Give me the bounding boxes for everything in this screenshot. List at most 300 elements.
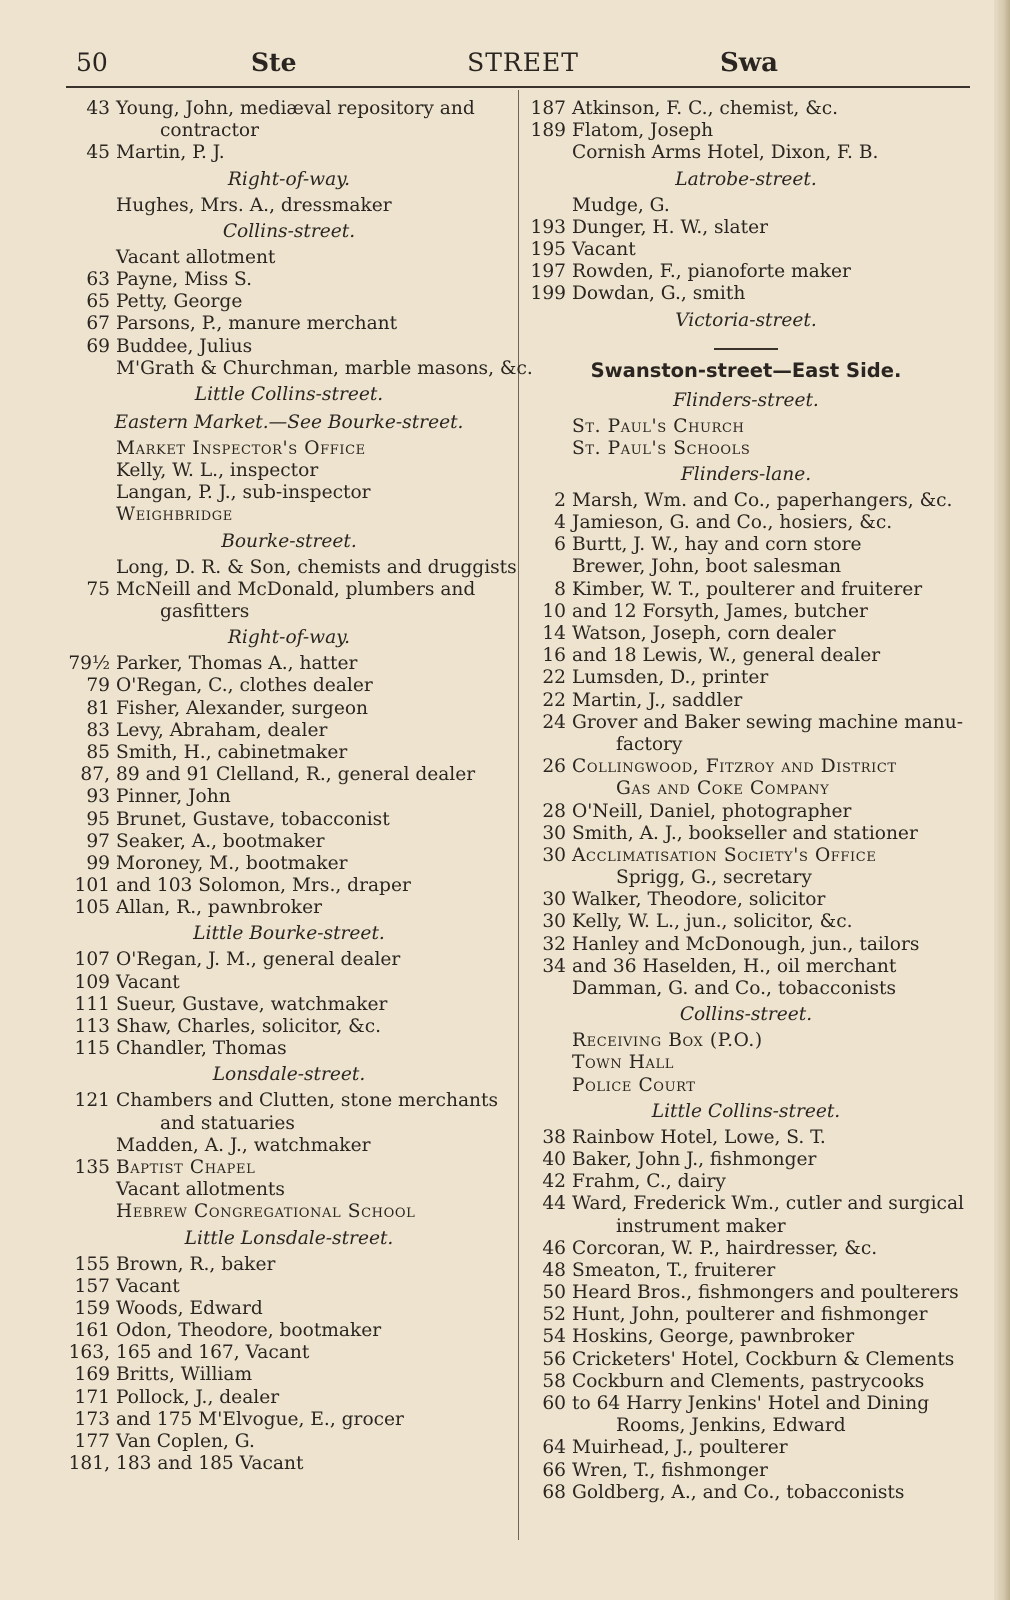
directory-entry: [522, 645, 970, 667]
directory-entry: [522, 534, 970, 556]
directory-entry: [522, 512, 970, 534]
house-number: 83: [86, 719, 110, 741]
house-number: 173: [74, 1408, 110, 1430]
section-rule: [714, 348, 778, 350]
house-number: 169: [74, 1364, 110, 1386]
left-column: [66, 98, 533, 1475]
entry-text: and 36 Haselden, H., oil merchant: [572, 955, 897, 977]
house-number: 8: [554, 578, 566, 600]
house-number: 24: [542, 711, 566, 733]
entry-text: Hunt, John, poulterer and fishmonger: [572, 1304, 928, 1326]
entry-text: Pollock, J., dealer: [116, 1386, 280, 1408]
directory-entry: [66, 313, 512, 335]
entry-text: M'Grath & Churchman, marble masons, &c.: [116, 357, 533, 379]
page-number: 50: [76, 48, 108, 77]
house-number: 135: [74, 1156, 110, 1178]
entry-text: Vacant: [116, 1275, 180, 1297]
house-number: 69: [86, 335, 110, 357]
directory-entry: [66, 291, 512, 313]
entry-text: to 64 Harry Jenkins' Hotel and Dining: [572, 1393, 930, 1414]
entry-text: Moroney, M., bootmaker: [116, 852, 348, 874]
entry-text: Vacant allotment: [116, 246, 276, 268]
directory-entry-continuation: [66, 1113, 512, 1135]
entry-text: and 175 M'Elvogue, E., grocer: [116, 1408, 404, 1430]
house-number: 161: [74, 1320, 110, 1342]
directory-entry: [66, 897, 512, 919]
house-number: 195: [530, 238, 566, 260]
entry-text: and 103 Solomon, Mrs., draper: [116, 875, 411, 897]
directory-entry: [522, 1260, 970, 1282]
house-number: 197: [530, 261, 566, 283]
street-heading: Flinders-street.: [673, 389, 819, 411]
entry-text: Frahm, C., dairy: [572, 1171, 726, 1193]
house-number: 30: [542, 911, 566, 933]
entry-text: O'Neill, Daniel, photographer: [572, 800, 852, 822]
street-heading: Latrobe-street.: [675, 168, 817, 190]
entry-text: Muirhead, J., poulterer: [572, 1437, 788, 1459]
section-heading: Swanston-street—East Side.: [590, 358, 902, 382]
house-number: 52: [542, 1304, 566, 1326]
house-number: 48: [542, 1259, 566, 1281]
header-left-guide-word: Ste: [251, 48, 297, 77]
street-heading: Right-of-way.: [227, 627, 351, 649]
directory-entry: [66, 764, 512, 786]
directory-entry: [522, 1030, 970, 1052]
directory-entry: [522, 438, 970, 460]
house-number: 50: [542, 1282, 566, 1304]
entry-text: Jamieson, G. and Co., hosiers, &c.: [572, 512, 893, 534]
directory-entry: [522, 712, 970, 734]
entry-text: Town Hall: [572, 1052, 674, 1074]
directory-entry: [522, 1482, 970, 1504]
directory-entry: [522, 1075, 970, 1097]
directory-entry-continuation: [522, 1216, 970, 1238]
house-number: 32: [542, 933, 566, 955]
directory-entry: [522, 978, 970, 1000]
directory-entry-continuation: [522, 1415, 970, 1437]
street-heading: Little Collins-street.: [651, 1100, 841, 1122]
entry-text: Vacant: [572, 238, 636, 260]
entry-text: Collingwood, Fitzroy and District: [572, 756, 897, 778]
entry-text: Wren, T., fishmonger: [572, 1459, 768, 1481]
house-number: 40: [542, 1148, 566, 1170]
house-number: 163,: [68, 1342, 110, 1364]
entry-text: Rowden, F., pianoforte maker: [572, 261, 851, 283]
directory-entry: [66, 1320, 512, 1342]
house-number: 95: [86, 808, 110, 830]
house-number: 111: [74, 993, 110, 1015]
entry-text: Goldberg, A., and Co., tobacconists: [572, 1481, 905, 1503]
entry-text: Buddee, Julius: [116, 335, 253, 357]
entry-text: O'Regan, C., clothes dealer: [116, 675, 373, 697]
directory-entry: [66, 357, 533, 380]
entry-text: Police Court: [572, 1074, 696, 1096]
entry-text: Shaw, Charles, solicitor, &c.: [116, 1016, 382, 1037]
house-number: 121: [74, 1090, 110, 1112]
house-number: 10: [542, 600, 566, 622]
house-number: 44: [542, 1193, 566, 1215]
house-number: 2: [554, 489, 566, 511]
house-number: 113: [74, 1016, 110, 1037]
directory-entry: [522, 1149, 970, 1171]
directory-entry: [522, 217, 970, 239]
entry-text: Walker, Theodore, solicitor: [572, 889, 826, 911]
house-number: 30: [542, 889, 566, 911]
directory-entry: [66, 1276, 512, 1298]
entry-text: Ward, Frederick Wm., cutler and surgical: [572, 1193, 964, 1215]
house-number: 193: [530, 216, 566, 238]
house-number: 30: [542, 844, 566, 866]
house-number: 54: [542, 1326, 566, 1348]
directory-entry: [66, 142, 512, 164]
entry-text: Parker, Thomas A., hatter: [116, 653, 358, 675]
entry-text: Woods, Edward: [116, 1297, 263, 1319]
house-number: 101: [74, 875, 110, 897]
entry-text: Burtt, J. W., hay and corn store: [572, 534, 862, 556]
entry-continuation-text: Sprigg, G., secretary: [616, 867, 812, 889]
directory-entry: [522, 956, 970, 978]
directory-entry: [66, 809, 512, 831]
house-number: 68: [542, 1481, 566, 1503]
entry-text: Cornish Arms Hotel, Dixon, F. B.: [572, 142, 879, 164]
directory-entry-continuation: [66, 120, 512, 142]
directory-entry: [66, 831, 512, 853]
directory-entry: [522, 667, 970, 689]
entry-continuation-text: and statuaries: [160, 1112, 295, 1134]
house-number: 60: [542, 1393, 566, 1414]
entry-continuation-text: contractor: [160, 120, 259, 142]
entry-text: Corcoran, W. P., hairdresser, &c.: [572, 1237, 878, 1259]
directory-entry: [66, 1254, 512, 1276]
entry-text: Receiving Box (P.O.): [572, 1030, 763, 1052]
street-heading: Bourke-street.: [221, 530, 357, 552]
directory-entry: [66, 1090, 512, 1112]
entry-text: Pinner, John: [116, 786, 231, 808]
entry-text: Hanley and McDonough, jun., tailors: [572, 933, 920, 955]
directory-entry: [522, 623, 970, 645]
directory-entry: [522, 889, 970, 911]
directory-entry-continuation: [522, 734, 970, 756]
directory-entry: [522, 490, 970, 512]
house-number: 63: [86, 268, 110, 290]
house-number: 97: [86, 830, 110, 852]
directory-entry: [66, 98, 512, 120]
entry-text: St. Paul's Schools: [572, 437, 751, 459]
directory-entry: [522, 1349, 970, 1371]
house-number: 85: [86, 741, 110, 763]
directory-entry: [522, 1304, 970, 1326]
directory-entry: [522, 556, 970, 578]
house-number: 105: [74, 897, 110, 919]
directory-entry: [522, 845, 970, 867]
directory-entry: [66, 1431, 512, 1453]
entry-text: Brunet, Gustave, tobacconist: [116, 808, 390, 830]
entry-text: Smith, H., cabinetmaker: [116, 741, 348, 763]
entry-text: 89 and 91 Clelland, R., general dealer: [116, 764, 476, 786]
entry-text: Odon, Theodore, bootmaker: [116, 1320, 382, 1342]
house-number: 34: [542, 955, 566, 977]
entry-text: Vacant allotments: [116, 1179, 285, 1201]
house-number: 14: [542, 623, 566, 644]
directory-entry: [522, 1460, 970, 1482]
header-right-guide-word: Swa: [719, 48, 778, 78]
entry-text: and 12 Forsyth, James, butcher: [572, 600, 868, 622]
directory-entry: [66, 504, 512, 526]
entry-text: and 18 Lewis, W., general dealer: [572, 645, 881, 667]
directory-entry: [66, 972, 512, 994]
entry-text: Atkinson, F. C., chemist, &c.: [572, 98, 839, 119]
house-number: 66: [542, 1459, 566, 1481]
directory-entry: [522, 601, 970, 623]
street-heading: Little Collins-street.: [194, 383, 384, 405]
directory-entry: [522, 579, 970, 601]
house-number: 65: [86, 291, 110, 313]
directory-entry: [66, 579, 512, 601]
house-number: 45: [86, 142, 110, 164]
house-number: 26: [542, 756, 566, 778]
directory-entry-continuation: [66, 601, 512, 623]
house-number: 109: [74, 971, 110, 993]
directory-entry: [522, 1393, 970, 1415]
entry-text: Acclimatisation Society's Office: [572, 844, 877, 866]
directory-entry: [66, 949, 512, 971]
directory-entry: [66, 786, 512, 808]
directory-entry: [66, 1038, 512, 1060]
house-number: 56: [542, 1348, 566, 1370]
directory-entry: [66, 1453, 512, 1475]
directory-entry: [522, 1326, 970, 1348]
street-heading: Little Bourke-street.: [193, 923, 385, 945]
directory-entry: [66, 1298, 512, 1320]
entry-text: Market Inspector's Office: [116, 437, 366, 459]
entry-text: Seaker, A., bootmaker: [116, 830, 325, 852]
entry-text: Hebrew Congregational School: [116, 1201, 416, 1223]
house-number: 159: [74, 1297, 110, 1319]
house-number: 155: [74, 1253, 110, 1275]
house-number: 42: [542, 1171, 566, 1193]
entry-text: Damman, G. and Co., tobacconists: [572, 978, 897, 999]
entry-text: Grover and Baker sewing machine manu-: [572, 711, 964, 733]
entry-text: Britts, William: [116, 1364, 253, 1386]
directory-entry: [66, 556, 517, 579]
entry-text: Parsons, P., manure merchant: [116, 313, 398, 335]
entry-text: Cricketers' Hotel, Cockburn & Clements: [572, 1348, 955, 1370]
street-heading: Right-of-way.: [227, 168, 351, 190]
street-heading: Lonsdale-street.: [212, 1064, 366, 1086]
directory-entry: [522, 120, 970, 142]
directory-entry: [66, 853, 512, 875]
entry-text: Lumsden, D., printer: [572, 667, 769, 689]
house-number: 181,: [68, 1453, 110, 1475]
entry-text: Mudge, G.: [572, 194, 670, 216]
house-number: 81: [86, 697, 110, 719]
house-number: 67: [86, 313, 110, 335]
house-number: 64: [542, 1437, 566, 1459]
entry-text: Van Coplen, G.: [116, 1431, 255, 1452]
entry-text: Fisher, Alexander, surgeon: [116, 697, 369, 719]
directory-entry: [522, 911, 970, 933]
street-heading: Collins-street.: [222, 220, 356, 242]
entry-continuation-text: Gas and Coke Company: [616, 778, 830, 800]
directory-entry: [66, 482, 512, 504]
directory-entry: [66, 1201, 512, 1223]
house-number: 22: [542, 667, 566, 689]
entry-text: McNeill and McDonald, plumbers and: [116, 578, 476, 600]
house-number: 93: [86, 786, 110, 808]
house-number: 22: [542, 689, 566, 711]
entry-text: Baptist Chapel: [116, 1156, 256, 1178]
entry-text: Payne, Miss S.: [116, 268, 253, 290]
street-heading: Eastern Market.—See Bourke-street.: [114, 411, 464, 433]
entry-continuation-text: gasfitters: [160, 601, 250, 622]
entry-text: Martin, J., saddler: [572, 689, 743, 711]
directory-entry: [522, 801, 970, 823]
entry-text: Baker, John J., fishmonger: [572, 1148, 817, 1170]
directory-entry-continuation: [522, 867, 970, 889]
directory-entry: [522, 1052, 970, 1074]
entry-text: Langan, P. J., sub-inspector: [116, 482, 371, 504]
house-number: 79½: [68, 653, 110, 675]
entry-text: O'Regan, J. M., general dealer: [116, 949, 401, 971]
column-divider: [518, 90, 519, 1540]
entry-text: Kelly, W. L., inspector: [116, 460, 319, 482]
directory-entry: [522, 690, 970, 712]
book-spine-edge: [994, 0, 1010, 1600]
entry-text: Young, John, mediæval repository and: [116, 98, 475, 119]
directory-entry: [522, 1371, 970, 1393]
entry-text: Madden, A. J., watchmaker: [116, 1134, 371, 1156]
entry-text: Martin, P. J.: [116, 142, 225, 164]
house-number: 43: [86, 98, 110, 119]
directory-entry: [522, 1282, 970, 1304]
entry-text: 165 and 167, Vacant: [116, 1342, 310, 1364]
entry-text: Long, D. R. & Son, chemists and druggists: [116, 556, 517, 578]
directory-entry: [522, 142, 970, 164]
directory-entry: [522, 823, 970, 845]
directory-entry: [522, 1171, 970, 1193]
street-heading: Flinders-lane.: [680, 463, 812, 485]
directory-entry: [522, 1193, 970, 1215]
entry-text: Watson, Joseph, corn dealer: [572, 623, 836, 644]
directory-entry: [66, 742, 512, 764]
directory-entry: [66, 1409, 512, 1431]
directory-entry: [66, 875, 512, 897]
directory-entry: [66, 1135, 512, 1157]
house-number: 187: [530, 98, 566, 119]
entry-text: Flatom, Joseph: [572, 120, 714, 142]
house-number: 115: [74, 1038, 110, 1060]
directory-entry: [66, 438, 512, 460]
entry-text: Cockburn and Clements, pastrycooks: [572, 1370, 925, 1392]
directory-entry: [66, 1016, 512, 1038]
entry-text: Dunger, H. W., slater: [572, 216, 768, 238]
entry-text: Levy, Abraham, dealer: [116, 719, 328, 741]
entry-text: Hughes, Mrs. A., dressmaker: [116, 194, 392, 216]
house-number: 189: [530, 120, 566, 142]
entry-continuation-text: factory: [616, 733, 683, 755]
directory-entry: [522, 283, 970, 305]
directory-entry: [66, 336, 512, 358]
header-rule: [66, 86, 970, 88]
directory-entry: [522, 1127, 970, 1149]
header-section-title: STREET: [467, 48, 579, 77]
directory-entry: [522, 934, 970, 956]
entry-text: Allan, R., pawnbroker: [116, 897, 322, 919]
entry-text: Kimber, W. T., poulterer and fruiterer: [572, 578, 923, 600]
right-column: [522, 98, 970, 1504]
entry-text: Vacant: [116, 971, 180, 993]
directory-entry: [66, 698, 512, 720]
house-number: 75: [86, 578, 110, 600]
entry-text: Sueur, Gustave, watchmaker: [116, 993, 388, 1015]
directory-entry: [66, 247, 512, 269]
house-number: 4: [554, 512, 566, 534]
directory-entry: [66, 1179, 512, 1201]
directory-entry: [66, 653, 512, 675]
street-heading: Collins-street.: [679, 1004, 813, 1026]
entry-text: Heard Bros., fishmongers and poulterers: [572, 1282, 959, 1304]
entry-text: Kelly, W. L., jun., solicitor, &c.: [572, 911, 853, 933]
house-number: 38: [542, 1126, 566, 1148]
entry-text: St. Paul's Church: [572, 415, 745, 437]
entry-text: Rainbow Hotel, Lowe, S. T.: [572, 1126, 826, 1148]
entry-text: 183 and 185 Vacant: [116, 1453, 304, 1475]
directory-entry: [66, 1364, 512, 1386]
directory-entry: [522, 98, 970, 120]
entry-text: Smith, A. J., bookseller and stationer: [572, 822, 918, 844]
running-header: [76, 48, 970, 86]
entry-text: Weighbridge: [116, 504, 233, 526]
directory-entry: [522, 756, 970, 778]
house-number: 79: [86, 675, 110, 697]
house-number: 177: [74, 1431, 110, 1452]
entry-text: Brewer, John, boot salesman: [572, 556, 842, 578]
house-number: 99: [86, 852, 110, 874]
house-number: 157: [74, 1275, 110, 1297]
directory-entry: [522, 1238, 970, 1260]
directory-entry: [522, 261, 970, 283]
directory-entry: [66, 994, 512, 1016]
entry-text: Chambers and Clutten, stone merchants: [116, 1090, 499, 1112]
entry-text: Hoskins, George, pawnbroker: [572, 1326, 855, 1348]
street-heading: Victoria-street.: [675, 309, 817, 331]
entry-text: Petty, George: [116, 291, 243, 313]
directory-entry: [66, 1157, 512, 1179]
house-number: 28: [542, 800, 566, 822]
entry-continuation-text: instrument maker: [616, 1215, 786, 1237]
directory-entry: [66, 195, 512, 217]
entry-text: Chandler, Thomas: [116, 1038, 287, 1060]
house-number: 6: [554, 534, 566, 556]
directory-entry: [66, 1387, 512, 1409]
directory-entry: [522, 195, 970, 217]
entry-continuation-text: Rooms, Jenkins, Edward: [616, 1415, 846, 1437]
directory-entry: [66, 460, 512, 482]
entry-text: Brown, R., baker: [116, 1253, 276, 1275]
directory-entry: [522, 416, 970, 438]
directory-entry: [66, 720, 512, 742]
street-heading: Little Lonsdale-street.: [184, 1227, 394, 1249]
entry-text: Smeaton, T., fruiterer: [572, 1259, 776, 1281]
entry-text: Marsh, Wm. and Co., paperhangers, &c.: [572, 489, 953, 511]
house-number: 58: [542, 1370, 566, 1392]
directory-entry: [66, 675, 512, 697]
house-number: 107: [74, 949, 110, 971]
house-number: 199: [530, 283, 566, 305]
house-number: 46: [542, 1237, 566, 1259]
house-number: 87,: [80, 764, 110, 786]
directory-entry-continuation: [522, 778, 970, 800]
